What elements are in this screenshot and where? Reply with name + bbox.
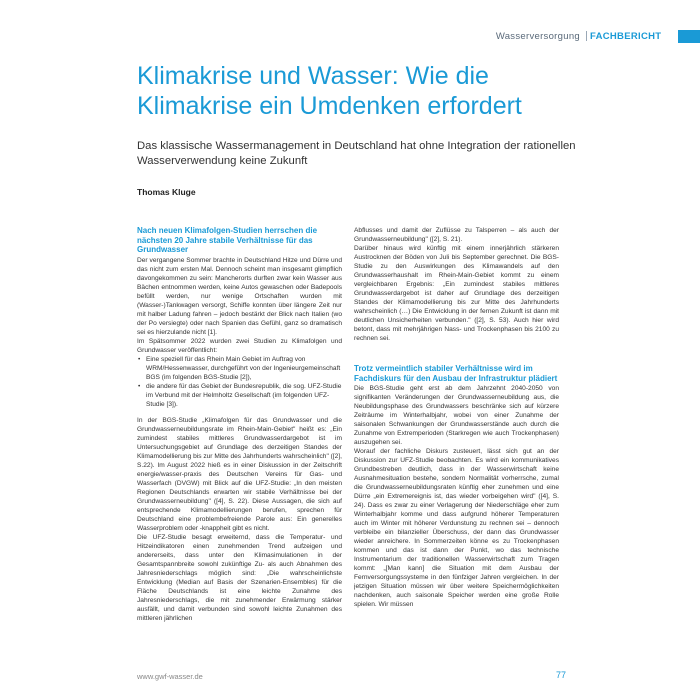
left-paragraph-3: In der BGS-Studie „Klimafolgen für das Grundwasser und die Grundwasserneubildungsrate im Rhein-Main-Gebiet" heißt es: „Ein zumindest stabiles mittleres Grundwasserdargebot ist im Untersuchungsgebiet auf Grundlage des derzeitigen Standes der Klimamodellierung bis zur Mitte des Jahrhunderts wahrscheinlich" ([2], S.22). Im August 2022 hieß es in einer Diskussion in der Zeitschrift energie/wasser-praxis des Deutschen Vereins für Gas- und Wasserfach (DVGW) mit Blick auf die UFZ-Studie: „In den meisten Regionen Deutschlands erwarten wir stabile Verhältnisse bei der Grundwasserneubildung" ([4], S. 22). Diese Aussagen, die sich auf entsprechende Klimamodellierungen berufen, sprechen für Deutschland eine problembefreiende Parole aus: Ein generelles Wasserproblem oder -knappheit gibt es nicht. bbox=[137, 416, 342, 532]
right-paragraph-3: Die BGS-Studie geht erst ab dem Jahrzehnt 2040-2050 von signifikanten Veränderungen der Grundwasserneubildung aus, die Neubildungsphase des Grundwassers beschränke sich auf kürzere Zeiträume im Winterhalbjahr, wobei von einer Zunahme der saisonalen Schwankungen der Grundwasserstände auch durch die Zunahme von Extremperioden (Starkregen wie auch Trockenphasen) auszugehen sei. bbox=[354, 385, 559, 446]
header-separator bbox=[586, 31, 587, 41]
article-lead: Das klassische Wassermanagement in Deutschland hat ohne Integration der rationellen Wasserverwendung keine Zukunft bbox=[137, 140, 576, 167]
left-paragraph-1: Der vergangene Sommer brachte in Deutschland Hitze und Dürre und das nicht zum ersten Mal. Dennoch scheint man insgesamt glimpflich davongekommen zu sein: Mancherorts durften zwar kein Wasser aus Bächen entnommen werden, keine Autos gewaschen oder Badepools befüllt werden, nur wenige Ortschaften wurden mit (Wasser-)Tankwagen versorgt, Schiffe konnten über längere Zeit nur mit halber Ladung fahren – jedoch bestärkt der Blick nach Italien (wo der Po versiegte) oder nach Spanien das Gefühl, ganz so dramatisch sei es hierzulande nicht [1]. bbox=[137, 256, 342, 336]
left-column-heading: Nach neuen Klimafolgen-Studien herrschen die nächsten 20 Jahre stabile Verhältnisse für das Grundwasser bbox=[137, 226, 318, 254]
footer-page-number: 77 bbox=[556, 670, 567, 680]
right-column bbox=[354, 226, 559, 681]
right-paragraph-1: Abflusses und damit der Zuflüsse zu Talsperren – als auch der Grundwasserneubildung" ([2], S. 21). bbox=[354, 227, 559, 243]
study-list-item: • die andere für das Gebiet der Bundesrepublik, die sog. UFZ-Studie im Verbund mit der Helmholtz Gesellschaft (im folgenden UFZ- Studie [3]). bbox=[137, 382, 342, 409]
header-topic: Wasserversorgung bbox=[495, 31, 580, 42]
left-column bbox=[137, 226, 342, 681]
left-paragraph-4: Die UFZ-Studie besagt erweiternd, dass die Temperatur- und Hitzeindikatoren einen zunehmenden Trend aufzeigen und andererseits, dass unter den Klimasimulationen in der Gesamtspannbreite sowohl zukünftige Zu- als auch Abnahmen des Jahresniederschlags möglich sind: „Die wahrscheinlichste Entwicklung (Median auf Basis der Szenarien-Ensembles) für die Fläche Deutschlands ist eine leichte Zunahme des Jahresniederschlags, die mit zunehmender Erwärmung stärker ausfällt, und damit verbunden sind sowohl leichte Zunahmen des mittleren jährlichen bbox=[137, 533, 342, 622]
right-column-heading: Trotz vermeintlich stabiler Verhältnisse wird im Fachdiskurs für den Ausbau der Infrastruktur plädiert bbox=[354, 364, 558, 383]
header-accent-bar bbox=[678, 30, 700, 43]
right-paragraph-2: Darüber hinaus wird künftig mit einem innerjährlich stärkeren Austrocknen der Böden von Juli bis September gerechnet. Die BGS-Studie zu den Auswirkungen des Klimawandels auf den Grundwasserhaushalt im Rhein-Main-Gebiet kommt zu einem vergleichbaren Ergebnis: „Ein zumindest stabiles mittleres Grundwasserdargebot ist daher auf Grundlage des derzeitigen Standes der Klimamodellierung bis zur Mitte des Jahrhunderts wahrscheinlich (…) Die Entwicklung in der fernen Zukunft ist dann mit deutlichen Unsicherheiten verbunden." ([2], S. 53). Auch hier wird betont, dass mit mehrjährigen Nass- und Trockenphasen bis 2100 zu rechnen sei. bbox=[354, 245, 559, 342]
study-list-item: • Eine speziell für das Rhein Main Gebiet im Auftrag von WRM/Hessenwasser, durchgeführt von der Ingenieurgemeinschaft BGS (im folgenden BGS-Studie [2]), bbox=[137, 355, 342, 382]
footer-website-url: www.gwf-wasser.de bbox=[137, 672, 203, 681]
section-spacer bbox=[354, 343, 559, 364]
left-paragraph-2: Im Spätsommer 2022 wurden zwei Studien zu Klimafolgen und Grundwasser veröffentlicht: bbox=[137, 337, 342, 354]
article-author: Thomas Kluge bbox=[137, 187, 196, 197]
header-section-label: FACHBERICHT bbox=[590, 31, 662, 42]
article-title: Klimakrise und Wasser: Wie die Klimakrise ein Umdenken erfordert bbox=[137, 62, 522, 120]
study-list bbox=[137, 355, 342, 409]
right-paragraph-4: Worauf der fachliche Diskurs zusteuert, lässt sich gut an der Diskussion zur UFZ-Studie beobachten. Es wird ein kommunikatives Grundbestreben deutlich, dass in der Wasserwirtschaft keine Ausnahmesituation bestehe, sondern Normalität vorherrsche, zumal die Grundwasserneubildungsraten künftig eher zunehmen und eine Dürre „ein Extremereignis ist, das wieder vorbeigehen wird" ([4], S. 24). Dass es zwar zu einer Verlagerung der Niederschläge eher zum Winterhalbjahr komme und dass aufgrund höherer Temperaturen auch im Winter mit höherer Verdunstung zu rechnen sei – dennoch verbleibe ein bilanzieller Überschuss, der dann das Grundwasser wieder anreichere. In Sommerzeiten könne es zu Trockenphasen kommen und das ist dann der Punkt, wo das technische Instrumentarium der traditionellen Wasserwirtschaft zum Tragen kommt: „[Man kann] die Situation mit dem Ausbau der Fernversorgungssysteme in den fünfziger Jahren vergleichen. In der jetzigen Situation müssen wir über weitere Speichermöglichkeiten nachdenken, auch saisonale Speicher werden eine große Rolle spielen. Wir müssen bbox=[354, 448, 559, 608]
